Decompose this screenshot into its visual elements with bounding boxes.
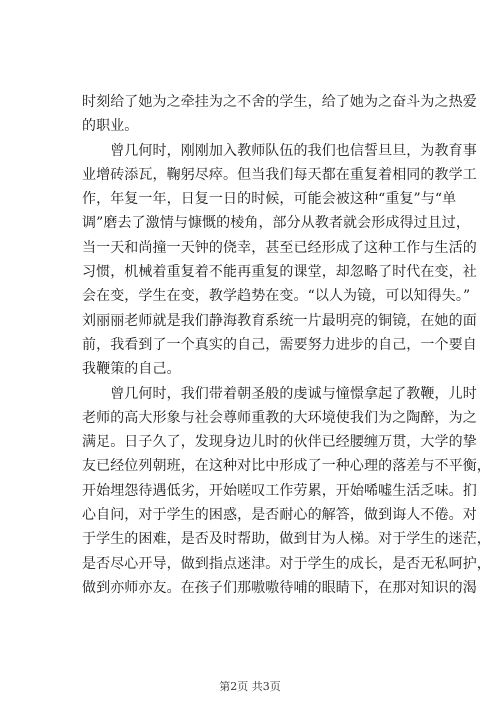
text-line: 当一天和尚撞一天钟的侥幸，甚至已经形成了这种工作与生活的: [82, 239, 477, 256]
text-line: 老师的高大形象与社会尊师重教的大环境使我们为之陶醉，为之: [82, 409, 477, 426]
text-line: 调”磨去了激情与慷慨的棱角，部分从教者就会形成得过且过，: [82, 215, 470, 232]
text-line: 刘丽丽老师就是我们静海教育系统一片最明亮的铜镜，在她的面: [82, 312, 477, 329]
text-line: 做到亦师亦友。在孩子们那嗷嗷待哺的眼睛下，在那对知识的渴: [82, 579, 477, 596]
text-line: 会在变，学生在变，教学趋势在变。“以人为镜，可以知得失。”: [82, 288, 471, 305]
text-line: 心自问，对于学生的困惑，是否耐心的解答，做到诲人不倦。对: [82, 507, 477, 524]
text-line: 习惯，机械着重复着不能再重复的课堂，却忽略了时代在变，社: [82, 264, 477, 281]
text-line: 是否尽心开导，做到指点迷津。对于学生的成长，是否无私呵护，: [82, 555, 491, 572]
text-line: 于学生的困难，是否及时帮助，做到甘为人梯。对于学生的迷茫，: [82, 531, 491, 548]
page-number: 第2页 共3页: [219, 680, 281, 693]
text-line: 业增砖添瓦，鞠躬尽瘁。但当我们每天都在重复着相同的教学工: [82, 166, 477, 183]
text-line: 作，年复一年，日复一日的时候，可能会被这种“重复”与“单: [82, 191, 457, 208]
body-text: [82, 90, 491, 600]
text-line: 满足。日子久了，发现身边儿时的伙伴已经腰缠万贯，大学的挚: [82, 434, 477, 451]
text-line: 友已经位列朝班，在这种对比中形成了一种心理的落差与不平衡，: [82, 458, 491, 475]
text-line: 的职业。: [82, 118, 139, 135]
text-line: 前，我看到了一个真实的自己，需要努力进步的自己，一个要自: [82, 336, 477, 353]
text-line: 时刻给了她为之牵挂为之不舍的学生，给了她为之奋斗为之热爱: [82, 94, 477, 110]
text-line: 曾几何时，刚刚加入教师队伍的我们也信誓旦旦，为教育事: [82, 142, 477, 159]
text-line: 我鞭策的自己。: [82, 361, 181, 378]
text-line: 曾几何时，我们带着朝圣般的虔诚与憧憬拿起了教鞭，儿时: [82, 385, 477, 402]
text-line: 开始埋怨待遇低劣，开始嗟叹工作劳累，开始唏嘘生活乏味。扪: [82, 482, 477, 499]
